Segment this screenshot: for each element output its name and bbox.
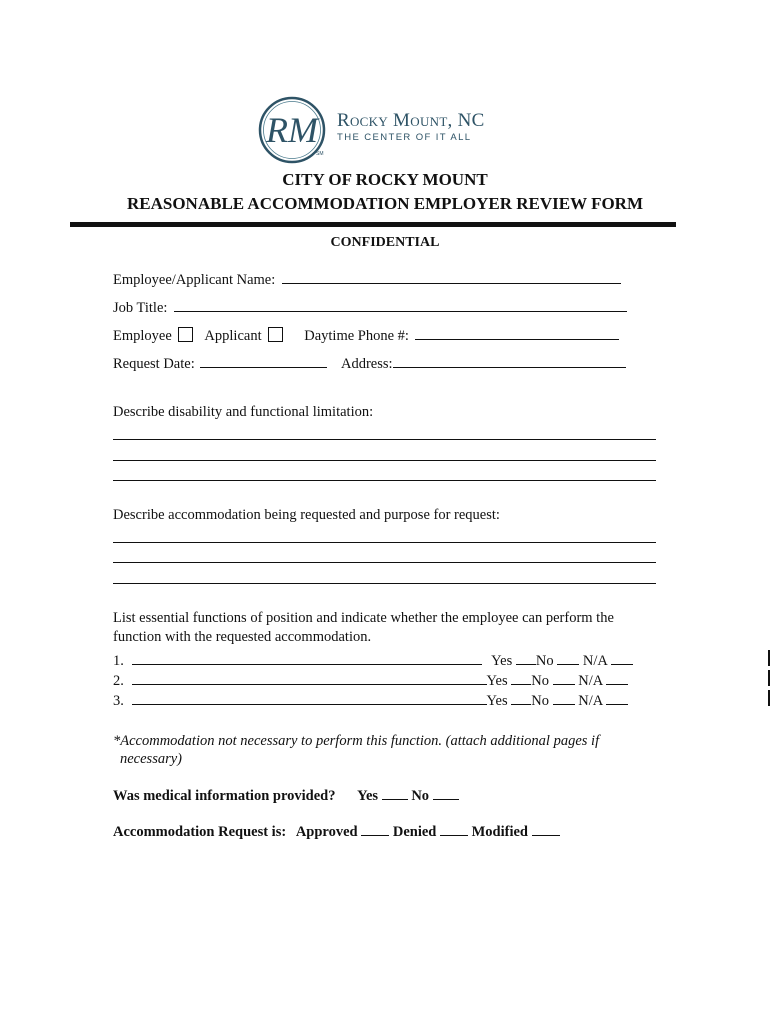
function-yes-label: Yes	[486, 693, 508, 709]
function-yes-blank[interactable]	[511, 671, 531, 685]
logo-service-mark: SM	[316, 151, 324, 157]
function-na-blank[interactable]	[611, 651, 633, 665]
medical-info-row	[113, 786, 459, 805]
denied-label: Denied	[392, 824, 437, 840]
approved-blank[interactable]	[361, 822, 389, 836]
job-title-row	[113, 298, 627, 317]
name-row	[113, 270, 621, 289]
disability-prompt: Describe disability and functional limitation:	[113, 404, 374, 420]
function-field[interactable]	[132, 651, 482, 665]
function-number: 1.	[113, 653, 124, 669]
accommodation-line[interactable]	[113, 562, 656, 563]
confidential-label: CONFIDENTIAL	[330, 235, 440, 250]
disability-line[interactable]	[113, 480, 656, 481]
function-field[interactable]	[132, 691, 487, 705]
function-na-blank[interactable]	[606, 691, 628, 705]
modified-label: Modified	[471, 824, 528, 840]
request-date-row	[113, 354, 626, 373]
logo-tagline: THE CENTER OF IT ALL	[337, 132, 472, 143]
function-no-label: No	[531, 673, 549, 689]
function-yes-label: Yes	[486, 673, 508, 689]
function-yes-label: Yes	[491, 653, 513, 669]
job-title-field[interactable]	[174, 298, 627, 312]
phone-field[interactable]	[415, 326, 619, 340]
request-status-label: Accommodation Request is:	[113, 824, 287, 840]
applicant-checkbox[interactable]	[268, 327, 283, 342]
function-yes-blank[interactable]	[511, 691, 531, 705]
address-field[interactable]	[393, 354, 626, 368]
function-no-blank[interactable]	[557, 651, 579, 665]
function-no-label: No	[531, 693, 549, 709]
function-no-label: No	[535, 653, 554, 669]
footnote-line-1: *Accommodation not necessary to perform this function. (attach additional pages if	[113, 733, 600, 749]
address-label: Address:	[341, 356, 393, 372]
denied-blank[interactable]	[440, 822, 468, 836]
employee-type-row	[113, 326, 619, 345]
disability-line[interactable]	[113, 460, 656, 461]
function-na-blank[interactable]	[606, 671, 628, 685]
name-label: Employee/Applicant Name:	[113, 272, 276, 288]
modified-blank[interactable]	[532, 822, 560, 836]
function-na-label: N/A	[578, 673, 603, 689]
job-title-label: Job Title:	[113, 300, 168, 316]
function-field[interactable]	[132, 671, 487, 685]
title-line-1: CITY OF ROCKY MOUNT	[282, 170, 488, 189]
city-logo	[255, 96, 525, 164]
medical-no-label: No	[411, 788, 430, 804]
request-date-field[interactable]	[200, 354, 327, 368]
functions-prompt-line-2: function with the requested accommodation.	[113, 629, 372, 645]
employee-checkbox[interactable]	[178, 327, 193, 342]
approved-label: Approved	[295, 824, 358, 840]
request-status-row	[113, 822, 560, 841]
function-row-3	[113, 691, 628, 710]
medical-yes-blank[interactable]	[382, 786, 408, 800]
title-underline-rule	[70, 222, 676, 227]
medical-no-blank[interactable]	[433, 786, 459, 800]
svg-text:RM: RM	[266, 110, 318, 150]
medical-yes-label: Yes	[357, 788, 379, 804]
applicant-label: Applicant	[204, 328, 262, 344]
function-row-2	[113, 671, 628, 690]
accommodation-prompt: Describe accommodation being requested and purpose for request:	[113, 507, 500, 523]
employee-label: Employee	[113, 328, 172, 344]
disability-line[interactable]	[113, 439, 656, 440]
function-na-label: N/A	[578, 693, 603, 709]
function-no-blank[interactable]	[553, 671, 575, 685]
function-na-label: N/A	[582, 653, 608, 669]
accommodation-line[interactable]	[113, 542, 656, 543]
function-number: 3.	[113, 693, 124, 709]
function-no-blank[interactable]	[553, 691, 575, 705]
function-yes-blank[interactable]	[516, 651, 536, 665]
accommodation-line[interactable]	[113, 583, 656, 584]
logo-city-name: Rocky Mount, NC	[337, 110, 485, 131]
phone-label: Daytime Phone #:	[304, 328, 409, 344]
footnote-line-2: necessary)	[120, 751, 183, 767]
function-row-1	[113, 651, 633, 670]
functions-prompt-line-1: List essential functions of position and indicate whether the employee can perform the	[113, 610, 614, 626]
name-field[interactable]	[282, 270, 621, 284]
request-date-label: Request Date:	[113, 356, 195, 372]
title-line-2: REASONABLE ACCOMMODATION EMPLOYER REVIEW FORM	[126, 194, 643, 213]
function-number: 2.	[113, 673, 124, 689]
medical-info-label: Was medical information provided?	[113, 788, 336, 804]
